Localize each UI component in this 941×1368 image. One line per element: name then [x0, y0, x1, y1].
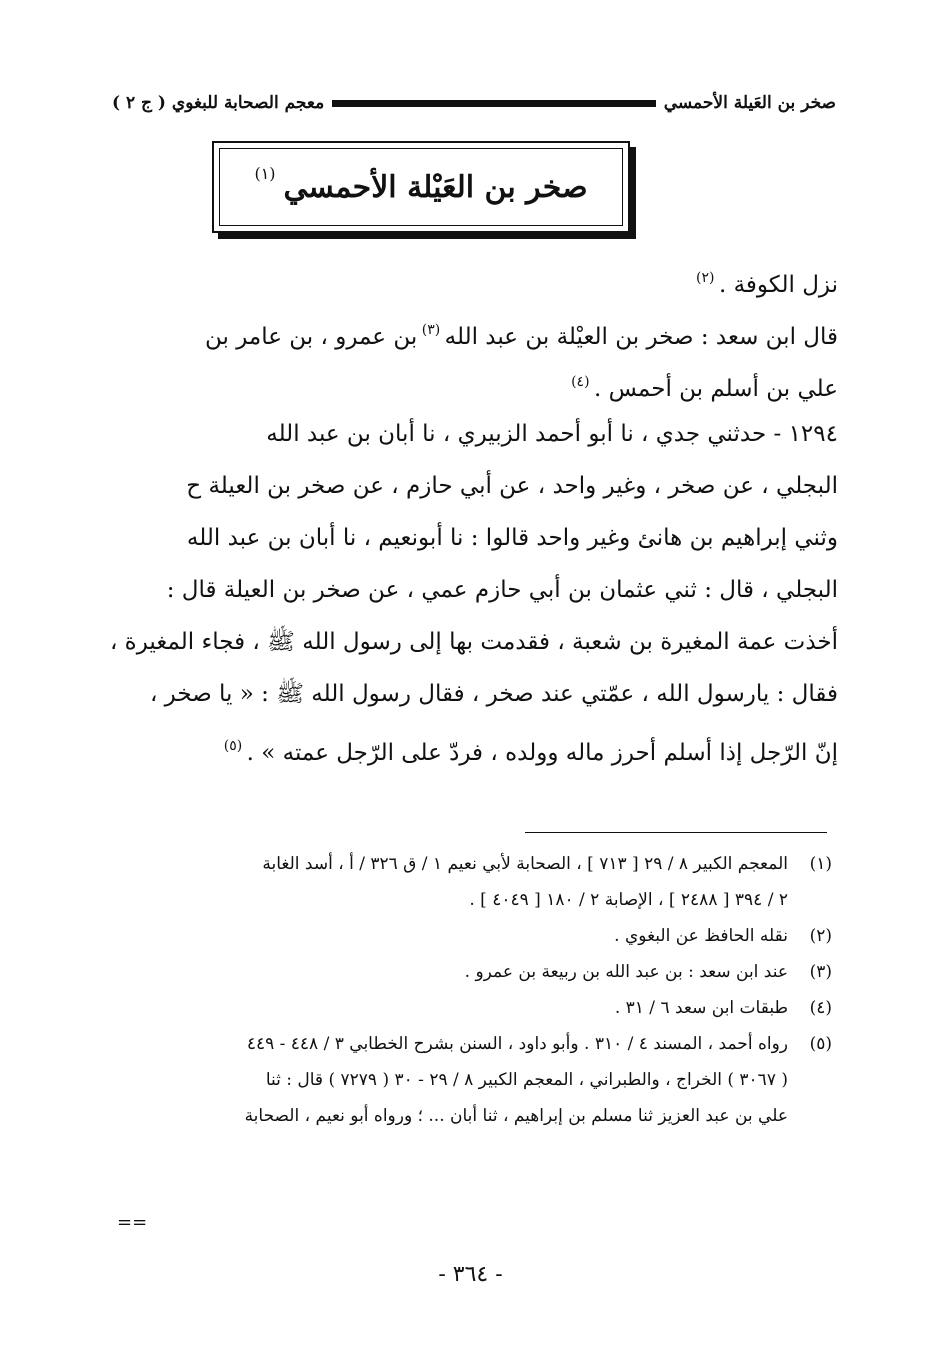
header-entry-title: صخر بن العَيلة الأحمسي	[663, 93, 836, 113]
footnote-line	[112, 1062, 832, 1098]
footnote-line	[112, 954, 832, 990]
text-line	[110, 616, 838, 668]
header-book-title: معجم الصحابة للبغوي ( ج ٢ )	[112, 93, 325, 113]
footnote-line	[112, 882, 832, 918]
footnote-text: طبقات ابن سعد ٦ / ٣١ .	[614, 998, 788, 1018]
footnote-number: (١)	[809, 854, 832, 874]
footnote-line	[112, 990, 832, 1026]
main-text	[110, 252, 838, 772]
text-line	[110, 252, 838, 304]
footnote-number	[788, 1098, 832, 1134]
footnote-line	[112, 1026, 832, 1062]
text-line-content: قال ابن سعد : صخر بن العيْلة بن عبد الله	[444, 324, 838, 350]
page-number: - ٣٦٤ -	[438, 1262, 503, 1287]
footnote-text: رواه أحمد ، المسند ٤ / ٣١٠ . وأبو داود ، السنن بشرح الخطابي ٣ / ٤٤٨ - ٤٤٩	[246, 1034, 788, 1054]
text-line-content: البجلي ، عن صخر ، وغير واحد ، عن أبي حازم ، عن صخر بن العيلة ح	[186, 473, 838, 499]
footnote-text: ٢ / ٣٩٤ [ ٢٤٨٨ ] ، الإصابة ٢ / ١٨٠ [ ٤٠٤٩ ] .	[469, 890, 788, 910]
entry-title-footnote-ref: (١)	[254, 163, 276, 183]
entry-title-inner	[219, 148, 623, 226]
footnote-text: عند ابن سعد : بن عبد الله بن ربيعة بن عمرو .	[464, 962, 788, 982]
footnote-text: نقله الحافظ عن البغوي .	[614, 926, 788, 946]
running-header	[112, 88, 836, 118]
text-line-content: إنّ الرّجل إذا أسلم أحرز ماله وولده ، فردّ على الرّجل عمته » .	[246, 740, 838, 766]
footnote-number	[788, 882, 832, 918]
footnote-text: المعجم الكبير ٨ / ٢٩ [ ٧١٣ ] ، الصحابة لأبي نعيم ١ / ق ٣٢٦ / أ ، أسد الغابة	[262, 854, 788, 874]
text-line	[110, 564, 838, 616]
text-line-continuation: بن عمرو ، بن عامر بن	[204, 324, 418, 350]
footnote-number: (٥)	[809, 1034, 832, 1054]
header-rule	[332, 100, 656, 107]
text-line-content: علي بن أسلم بن أحمس .	[593, 376, 838, 402]
footnotes	[112, 846, 832, 1134]
text-line-content: نزل الكوفة .	[718, 272, 838, 298]
text-line-content: ١٢٩٤ - حدثني جدي ، نا أبو أحمد الزبيري ، نا أبان بن عبد الله	[266, 421, 838, 447]
text-line	[110, 460, 838, 512]
footnote-line	[112, 846, 832, 882]
footnote-line	[112, 918, 832, 954]
footnote-ref: (٢)	[696, 270, 719, 286]
text-line-content: فقال : يارسول الله ، عمّتي عند صخر ، فقال رسول الله ﷺ : « يا صخر ،	[149, 681, 838, 707]
text-line-content: أخذت عمة المغيرة بن شعبة ، فقدمت بها إلى رسول الله ﷺ ، فجاء المغيرة ،	[110, 629, 838, 655]
footnote-line	[112, 1098, 832, 1134]
footnote-number: (٢)	[809, 926, 832, 946]
footnote-ref: (٥)	[223, 738, 247, 754]
text-line	[110, 720, 838, 772]
footnote-separator	[525, 832, 827, 833]
text-line	[110, 304, 838, 356]
text-line	[110, 408, 838, 460]
footnote-text: ( ٣٠٦٧ ) الخراج ، والطبراني ، المعجم الكبير ٨ / ٢٩ - ٣٠ ( ٧٢٧٩ ) قال : ثنا	[265, 1070, 788, 1090]
footnote-ref: (٤)	[571, 374, 594, 390]
footnote-ref: (٣)	[417, 322, 445, 338]
text-line-content: وثني إبراهيم بن هانئ وغير واحد قالوا : نا أبونعيم ، نا أبان بن عبد الله	[186, 525, 838, 551]
footnote-number: (٣)	[809, 962, 832, 982]
text-line	[110, 356, 838, 408]
entry-title: صخر بن العَيْلة الأحمسي	[283, 169, 588, 205]
footnote-text: علي بن عبد العزيز ثنا مسلم بن إبراهيم ، ثنا أبان ... ؛ ورواه أبو نعيم ، الصحابة	[244, 1106, 788, 1126]
footnote-number: (٤)	[809, 998, 832, 1018]
footnote-number	[788, 1062, 832, 1098]
entry-title-box	[212, 141, 630, 233]
text-line	[110, 512, 838, 564]
text-line-content: البجلي ، قال : ثني عثمان بن أبي حازم عمي ، عن صخر بن العيلة قال :	[166, 577, 838, 603]
continuation-mark: ==	[117, 1212, 148, 1233]
text-line	[110, 668, 838, 720]
